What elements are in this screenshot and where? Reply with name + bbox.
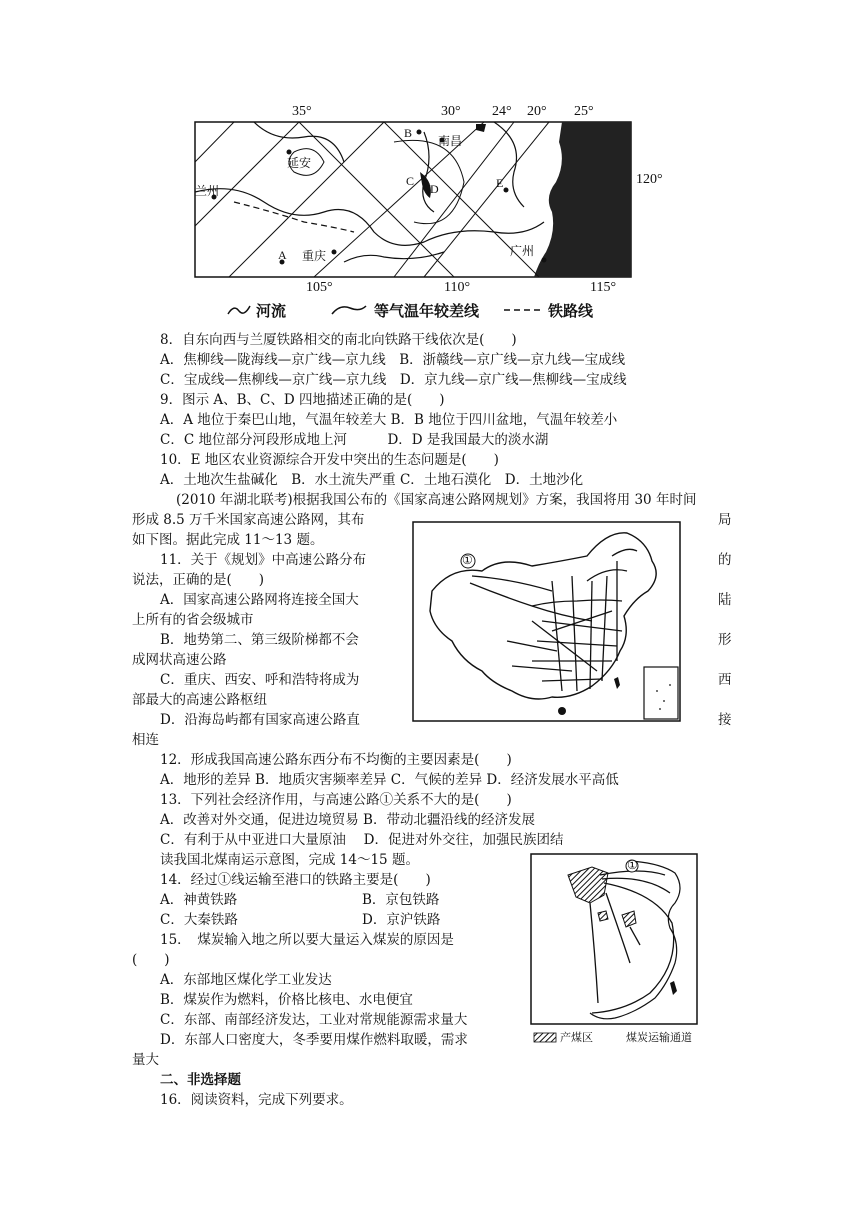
- intro-11-13-line3: 如下图。据此完成 11～13 题。: [132, 532, 324, 548]
- map1-graphic: [194, 102, 634, 280]
- section-2-title: 二、非选择题: [160, 1072, 241, 1088]
- question-11-option-c1-end: 西: [718, 672, 732, 688]
- question-11-option-d1-end: 接: [718, 712, 732, 728]
- place-nanchang: 南昌: [438, 134, 463, 148]
- question-15-stem-2: ( ): [132, 952, 170, 968]
- intro-11-13-line2a: 形成 8.5 万千米国家高速公路网，其布: [132, 512, 365, 528]
- question-11-option-d1: D．沿海岛屿都有国家高速公路直: [160, 712, 360, 728]
- intro-11-13-line1: (2010 年湖北联考)根据我国公布的《国家高速公路网规划》方案，我国将用 30 年时间: [176, 492, 697, 508]
- question-9-options-ab: A．A 地位于秦巴山地，气温年较差大 B．B 地位于四川盆地，气温年较差小: [160, 412, 618, 428]
- question-11-stem-b: 的: [718, 552, 732, 568]
- place-yanan: 延安: [287, 156, 312, 170]
- question-11-option-b1: B．地势第二、第三级阶梯都不会: [160, 632, 359, 648]
- coal-circle-label: ①: [627, 858, 638, 872]
- question-9-options-cd: C．C 地位部分河段形成地上河 D．D 是我国最大的淡水湖: [160, 432, 549, 448]
- question-15-option-d1: D．东部人口密度大，冬季要用煤作燃料取暖，需求: [160, 1032, 468, 1048]
- lon-label-115: 115°: [590, 280, 617, 295]
- intro-14-15: 读我国北煤南运示意图，完成 14～15 题。: [160, 852, 419, 868]
- place-chongqing: 重庆: [302, 249, 327, 263]
- question-8-stem: 8．自东向西与兰厦铁路相交的南北向铁路干线依次是( ): [160, 332, 517, 348]
- question-13-options-cd: C．有利于从中亚进口大量原油 D．促进对外交往，加强民族团结: [160, 832, 564, 848]
- question-12-stem: 12．形成我国高速公路东西分布不均衡的主要因素是( ): [160, 752, 512, 768]
- question-11-stem-a: 11．关于《规划》中高速公路分布: [160, 552, 367, 568]
- place-lanzhou: 兰州: [195, 184, 220, 198]
- question-15-option-c: C．东部、南部经济发达，工业对常规能源需求量大: [160, 1012, 468, 1028]
- map3-graphic: [530, 853, 700, 1045]
- question-11-option-a1-end: 陆: [718, 592, 732, 608]
- intro-11-13-line2b: 局: [718, 512, 732, 528]
- lon-label-110: 110°: [444, 280, 471, 295]
- river-legend-symbol: [226, 302, 252, 318]
- question-14-option-d: D．京沪铁路: [362, 912, 441, 928]
- question-10-options: A．土地次生盐碱化 B．水土流失严重 C．土地石漠化 D．土地沙化: [160, 472, 584, 488]
- question-11-option-c2: 部最大的高速公路枢纽: [132, 692, 267, 708]
- question-16-stem: 16．阅读资料，完成下列要求。: [160, 1092, 353, 1108]
- question-10-stem: 10．E 地区农业资源综合开发中突出的生态问题是( ): [160, 452, 499, 468]
- question-15-option-d2: 量大: [132, 1052, 159, 1068]
- question-15-stem-1: 15． 煤炭输入地之所以要大量运入煤炭的原因是: [160, 932, 454, 948]
- question-14-option-b: B．京包铁路: [362, 892, 440, 908]
- coal-transport-map: [530, 853, 700, 1045]
- question-15-option-a: A．东部地区煤化学工业发达: [160, 972, 332, 988]
- point-c: C: [406, 174, 415, 188]
- question-12-options: A．地形的差异 B．地质灾害频率差异 C．气候的差异 D．经济发展水平高低: [160, 772, 619, 788]
- railway-legend-symbol: [502, 302, 542, 318]
- legend-railway: 铁路线: [548, 302, 594, 320]
- question-13-options-ab: A．改善对外交通，促进边境贸易 B．带动北疆沿线的经济发展: [160, 812, 535, 828]
- legend-isoline: 等气温年较差线: [374, 302, 480, 320]
- point-d: D: [430, 182, 439, 196]
- lat-label-25: 25°: [574, 104, 594, 119]
- question-8-options-ab: A．焦柳线—陇海线—京广线—京九线 B．浙赣线—京广线—京九线—宝成线: [160, 352, 626, 368]
- point-b: B: [404, 126, 413, 140]
- question-14-stem: 14．经过①线运输至港口的铁路主要是( ): [160, 872, 431, 888]
- question-14-option-c: C．大秦铁路: [160, 912, 238, 928]
- question-15-option-b: B．煤炭作为燃料，价格比核电、水电便宜: [160, 992, 413, 1008]
- question-11-option-a2: 上所有的省会级城市: [132, 612, 254, 628]
- lat-label-30: 30°: [441, 104, 461, 119]
- isoline-legend-symbol: [330, 302, 368, 318]
- lon-label-105: 105°: [306, 280, 333, 295]
- lat-label-35: 35°: [292, 104, 312, 119]
- question-11-option-a1: A．国家高速公路网将连接全国大: [160, 592, 359, 608]
- legend-coal-route: 煤炭运输通道: [626, 1032, 692, 1044]
- map2-graphic: [412, 521, 682, 723]
- lat-label-20: 20°: [527, 104, 547, 119]
- question-11-option-b1-end: 形: [718, 632, 732, 648]
- highway-circle-label: ①: [462, 553, 473, 567]
- question-11-stem-2: 说法，正确的是( ): [132, 572, 265, 588]
- question-13-stem: 13．下列社会经济作用，与高速公路①关系不大的是( ): [160, 792, 512, 808]
- climate-railway-map: [194, 102, 634, 280]
- question-11-option-b2: 成网状高速公路: [132, 652, 227, 668]
- point-a: A: [278, 248, 287, 262]
- question-11-option-c1: C．重庆、西安、呼和浩特将成为: [160, 672, 360, 688]
- question-11-option-d2: 相连: [132, 732, 159, 748]
- question-14-option-a: A．神黄铁路: [160, 892, 238, 908]
- legend-coal-area: 产煤区: [560, 1032, 593, 1044]
- legend-river: 河流: [256, 302, 287, 320]
- lat-label-24: 24°: [492, 104, 512, 119]
- highway-network-map: [412, 521, 682, 723]
- question-9-stem: 9．图示 A、B、C、D 四地描述正确的是( ): [160, 392, 445, 408]
- question-8-options-cd: C．宝成线—焦柳线—京广线—京九线 D．京九线—京广线—焦柳线—宝成线: [160, 372, 627, 388]
- place-guangzhou: 广州: [510, 244, 535, 258]
- lon-label-120: 120°: [636, 172, 663, 187]
- point-e: E: [496, 176, 504, 190]
